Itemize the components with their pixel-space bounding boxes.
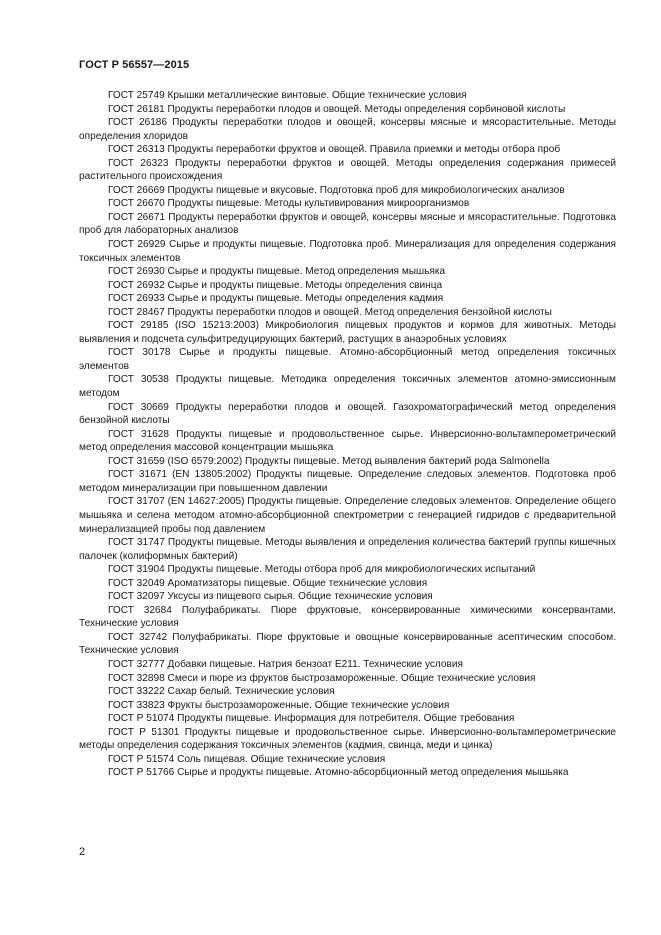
reference-item: ГОСТ 26323 Продукты переработки фруктов и овощей. Методы определения содержания примесей растительного происхождения bbox=[79, 157, 616, 183]
reference-item: ГОСТ Р 51074 Продукты пищевые. Информация для потребителя. Общие требования bbox=[108, 713, 515, 725]
reference-item: ГОСТ 32898 Смеси и пюре из фруктов быстрозамороженные. Общие технические условия bbox=[108, 672, 536, 684]
reference-item: ГОСТ 26932 Сырье и продукты пищевые. Методы определения свинца bbox=[108, 279, 443, 291]
reference-item: ГОСТ 33222 Сахар белый. Технические условия bbox=[108, 686, 335, 698]
reference-item: ГОСТ 26930 Сырье и продукты пищевые. Метод определения мышьяка bbox=[108, 266, 446, 278]
reference-item: ГОСТ 26181 Продукты переработки плодов и овощей. Методы определения сорбиновой кислоты bbox=[108, 103, 566, 115]
reference-item: ГОСТ 26671 Продукты переработки фруктов и овощей, консервы мясные и мясорастительные. Подготовка проб для лабораторных анализов bbox=[79, 211, 616, 237]
reference-item: ГОСТ 31747 Продукты пищевые. Методы выявления и определения количества бактерий группы кишечных палочек (колиформных бактерий) bbox=[79, 537, 616, 562]
reference-item: ГОСТ 31628 Продукты пищевые и продовольственное сырье. Инверсионно-вольтамперометрический метод определения массовой концентрации мышьяка bbox=[79, 428, 616, 454]
reference-item: ГОСТ 31904 Продукты пищевые. Методы отбора проб для микробиологических испытаний bbox=[108, 564, 536, 576]
reference-item: ГОСТ 32097 Уксусы из пищевого сырья. Общие технические условия bbox=[108, 591, 433, 603]
reference-item: ГОСТ 33823 Фрукты быстрозамороженные. Общие технические условия bbox=[108, 699, 450, 711]
reference-item: ГОСТ 26929 Сырье и продукты пищевые. Подготовка проб. Минерализация для определения содержания токсичных элементов bbox=[79, 239, 616, 264]
reference-item: ГОСТ 25749 Крышки металлические винтовые. Общие технические условия bbox=[108, 90, 467, 101]
reference-item: ГОСТ 26670 Продукты пищевые. Методы культивирования микроорганизмов bbox=[108, 198, 470, 210]
document-header: ГОСТ Р 56557—2015 bbox=[79, 59, 190, 71]
references-list bbox=[79, 89, 616, 780]
reference-item: ГОСТ 26186 Продукты переработки плодов и овощей, консервы мясные и мясорастительные. Методы определения хлоридов bbox=[79, 117, 616, 142]
reference-item: ГОСТ 32777 Добавки пищевые. Натрия бензоат Е211. Технические условия bbox=[108, 658, 464, 670]
page-number: 2 bbox=[79, 846, 86, 858]
reference-item: ГОСТ 30538 Продукты пищевые. Методика определения токсичных элементов атомно-эмиссионным методом bbox=[79, 374, 616, 400]
reference-item: ГОСТ 29185 (ISO 15213:2003) Микробиология пищевых продуктов и кормов для животных. Методы выявления и подсчета сульфитредуцирующих бактерий, растущих в анаэробных условиях bbox=[79, 320, 616, 345]
reference-item: ГОСТ 32742 Полуфабрикаты. Пюре фруктовые и овощные консервированные асептическим способом. Технические условия bbox=[79, 631, 616, 657]
reference-item: ГОСТ 32049 Ароматизаторы пищевые. Общие технические условия bbox=[108, 577, 428, 589]
reference-item: ГОСТ 31707 (EN 14627:2005) Продукты пищевые. Определение следовых элементов. Определение общего мышьяка и селена методом атомно-абсорбционной спектрометрии с генерацией гидридов с предварительной минерализацией пробы под давлением bbox=[79, 496, 616, 535]
reference-item: ГОСТ 31659 (ISO 6579:2002) Продукты пищевые. Метод выявления бактерий рода Salmonella bbox=[108, 455, 550, 467]
reference-item: ГОСТ 32684 Полуфабрикаты. Пюре фруктовые, консервированные химическими консервантами. Технические условия bbox=[79, 604, 616, 630]
reference-item: ГОСТ Р 51574 Соль пищевая. Общие технические условия bbox=[108, 753, 386, 765]
reference-item: ГОСТ 30669 Продукты переработки плодов и овощей. Газохроматографический метод определения бензойной кислоты bbox=[79, 401, 616, 427]
reference-item: ГОСТ 31671 (EN 13805:2002) Продукты пищевые. Определение следовых элементов. Подготовка проб методом минерализации при повышенном давлении bbox=[79, 469, 616, 494]
reference-item: ГОСТ 26669 Продукты пищевые и вкусовые. Подготовка проб для микробиологических анализов bbox=[108, 184, 565, 196]
reference-item: ГОСТ Р 51301 Продукты пищевые и продовольственное сырье. Инверсионно-вольтамперометрические методы определения содержания токсичных элементов (кадмия, свинца, меди и цинка) bbox=[79, 726, 616, 752]
reference-item: ГОСТ 26933 Сырье и продукты пищевые. Методы определения кадмия bbox=[108, 293, 444, 305]
reference-item: ГОСТ 30178 Сырье и продукты пищевые. Атомно-абсорбционный метод определения токсичных элементов bbox=[79, 347, 616, 372]
reference-item: ГОСТ 28467 Продукты переработки плодов и овощей. Метод определения бензойной кислоты bbox=[108, 306, 552, 318]
reference-item: ГОСТ Р 51766 Сырье и продукты пищевые. Атомно-абсорбционный метод определения мышьяка bbox=[108, 767, 569, 779]
reference-item: ГОСТ 26313 Продукты переработки фруктов и овощей. Правила приемки и методы отбора проб bbox=[108, 144, 561, 156]
